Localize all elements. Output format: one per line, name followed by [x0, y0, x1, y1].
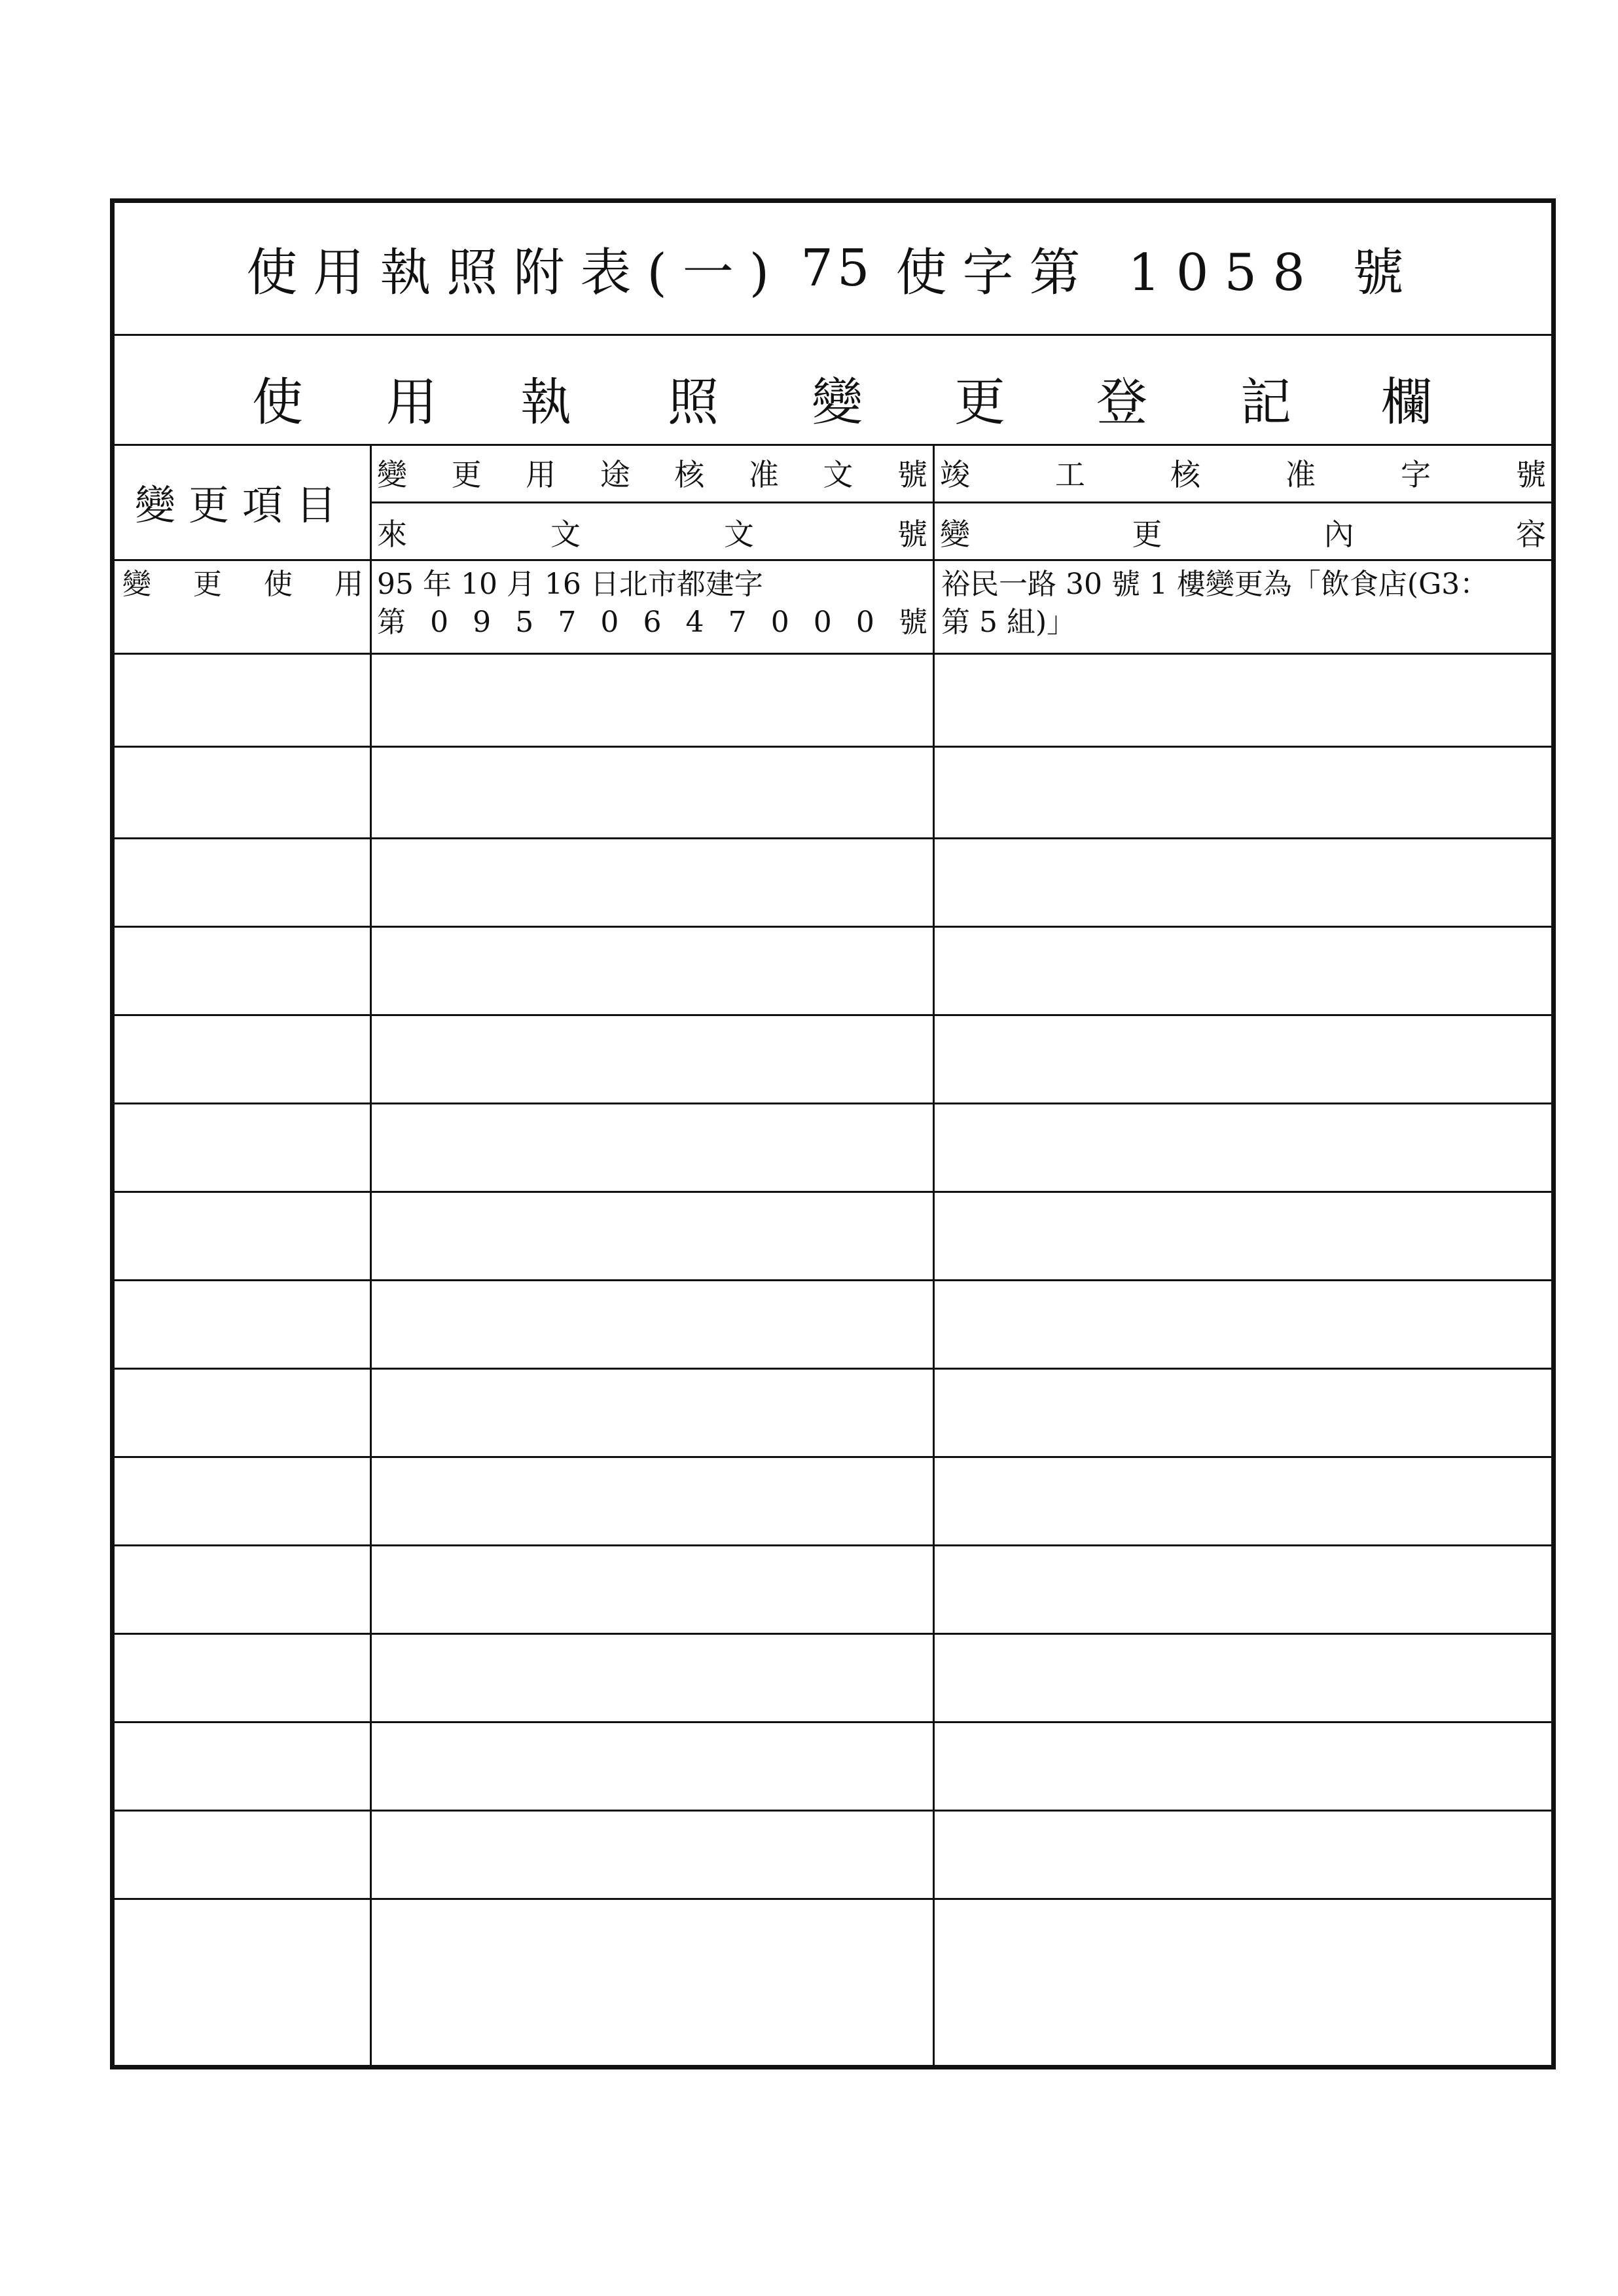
record-change-item: 變 更 使 用	[122, 568, 363, 601]
form-title-prefix: 使用執照附表(一)	[246, 244, 785, 302]
table-row	[115, 1458, 1551, 1546]
header-completion-no: 竣 工 核 准 字 號	[940, 457, 1546, 492]
table-row	[115, 928, 1551, 1016]
column-header	[115, 444, 1551, 561]
header-change-item: 變更項目	[134, 481, 350, 529]
record-doc-serial: 第 0 9 5 7 0 6 4 7 0 0 0 號	[377, 606, 927, 639]
form-subtitle	[115, 334, 1551, 446]
record-doc-date: 95 年 10 月 16 日北市都建字	[377, 568, 763, 601]
table-row	[115, 1104, 1551, 1193]
header-change-content: 變 更 內 容	[940, 517, 1546, 552]
table-row	[115, 1546, 1551, 1635]
record-change-content: 裕民一路 30 號 1 樓變更為「飲食店(G3： 第 5 組)」	[941, 568, 1489, 639]
subtitle-char: 記	[1240, 373, 1292, 432]
form-title	[115, 203, 1551, 336]
subtitle-char: 欄	[1381, 373, 1433, 432]
record-document-number	[372, 559, 933, 642]
permit-year: 75	[800, 239, 874, 298]
table-row	[115, 1812, 1551, 1900]
subtitle-char: 執	[520, 373, 572, 432]
table-row	[115, 1193, 1551, 1281]
subtitle-char: 更	[954, 373, 1006, 432]
table-row	[115, 1723, 1551, 1812]
table-row	[115, 559, 1551, 655]
table-row	[115, 1016, 1551, 1104]
table-row	[115, 655, 1551, 748]
subtitle-char: 登	[1096, 373, 1148, 432]
permit-attachment-form	[110, 198, 1556, 2069]
table-row	[115, 1370, 1551, 1458]
subtitle-char: 使	[252, 373, 304, 432]
subtitle-char: 照	[668, 373, 719, 432]
header-reference-no: 來 文 文 號	[377, 517, 927, 552]
table-row	[115, 839, 1551, 928]
table-row	[115, 748, 1551, 839]
table-row	[115, 1635, 1551, 1723]
header-approval-no: 變 更 用 途 核 准 文 號	[377, 457, 927, 492]
subtitle-char: 變	[812, 373, 863, 432]
table-row	[115, 1281, 1551, 1370]
permit-number: 使字第 1058 號	[895, 244, 1420, 302]
subtitle-char: 用	[386, 373, 438, 432]
